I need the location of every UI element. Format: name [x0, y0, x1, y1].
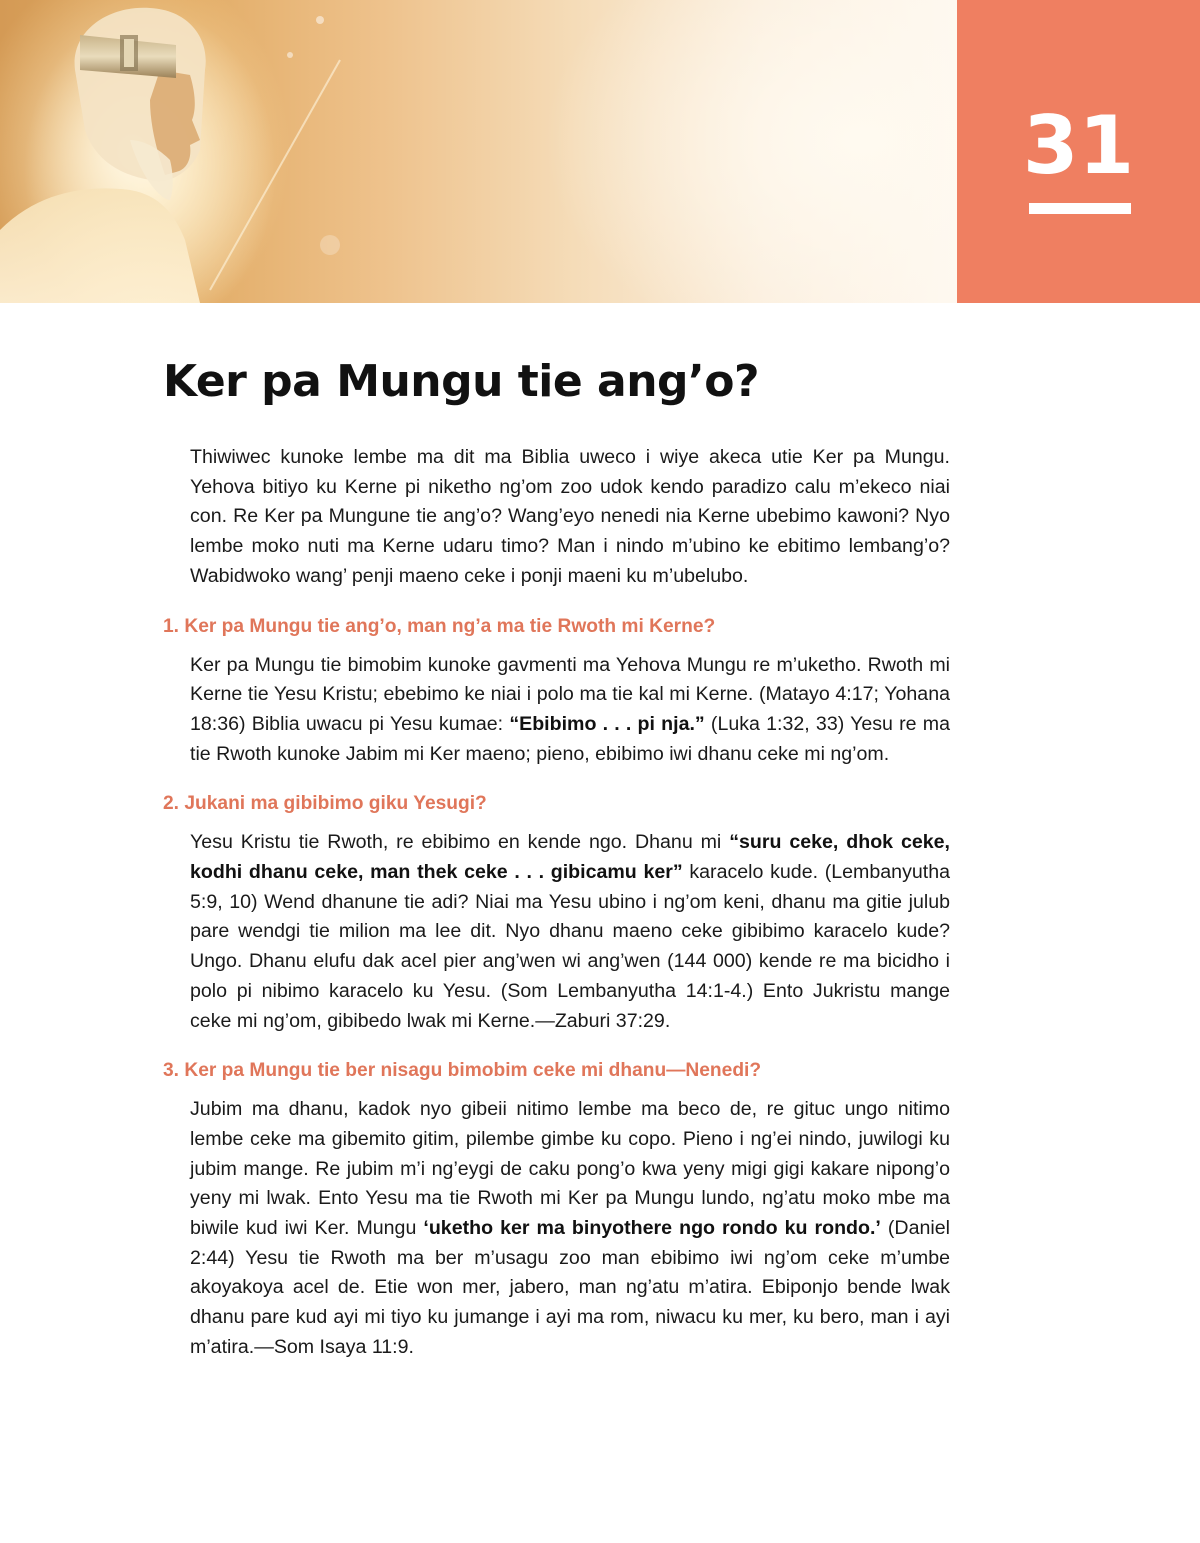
answer-paragraph [190, 828, 950, 1036]
page-title: Ker pa Mungu tie ang’o? [163, 356, 760, 407]
chapter-badge [957, 0, 1200, 303]
text-run: Ker pa Mungu tie bimobim kunoke gavmenti ma Yehova Mungu re m’uketho. Rwoth mi Kerne tie Yesu Kristu; ebebimo ke niai i polo ma tie kal mi Kerne. (Matayo 4:17; Yohana 18:36) Biblia uwacu pi Yesu kumae: [190, 653, 950, 735]
question-heading: 1. Ker pa Mungu tie ang’o, man ng’a ma tie Rwoth mi Kerne? [163, 615, 716, 637]
hero-image [0, 0, 957, 303]
bold-quote: “Ebibimo . . . pi nja.” [509, 712, 705, 735]
text-run: Jubim ma dhanu, kadok nyo gibeii nitimo lembe ma beco de, re gituc ungo nitimo lembe ceke ma gibemito gitim, pilembe gimbe ku copo. Pieno i ng’ei nindo, juwilogi ku jubim mange. Re jubim m’i ng’eygi de caku pong’o kwa yeny migi gigi kakare nipong’o yeny mi lwak. Ento Yesu ma tie Rwoth mi Ker pa Mungu lundo, ng’atu moko mbe ma biwile kud iwi Ker. Mungu [190, 1098, 950, 1240]
answer-paragraph [190, 651, 950, 770]
bold-quote: “suru ceke, dhok ceke, kodhi dhanu ceke, man thek ceke . . . gibicamu ker” [190, 831, 950, 884]
question-heading: 3. Ker pa Mungu tie ber nisagu bimobim ceke mi dhanu—Nenedi? [163, 1060, 762, 1082]
text-run: karacelo kude. (Lembanyutha 5:9, 10) Wend dhanune tie adi? Niai ma Yesu ubino i ng’om keni, dhanu ma gitie julub pare wendgi tie milion ma lee dit. Nyo dhanu maeno ceke gibibimo karacelo kude? Ungo. Dhanu elufu dak acel pier ang’wen wi ang’wen (144 000) kende re ma bicidho i polo pi nibimo karacelo ku Yesu. (Som Lembanyutha 14:1-4.) Ento Jukristu mange ceke mi ng’om, gibibedo lwak mi Kerne.—Zaburi 37:29. [190, 861, 950, 1032]
chapter-underline [1029, 203, 1131, 214]
bold-quote: ‘uketho ker ma binyothere ngo rondo ku rondo.’ [423, 1217, 881, 1240]
text-run: (Daniel 2:44) Yesu tie Rwoth ma ber m’usagu zoo man ebibimo iwi ng’om ceke m’umbe akoyakoya acel de. Etie won mer, jabero, man ng’atu m’atira. Ebiponjo bende lwak dhanu pare kud ayi mi tiyo ku jumange i ayi ma rom, niwacu ku mer, ku bero, man i ayi m’atira.—Som Isaya 11:9. [190, 1217, 950, 1358]
lesson-body [163, 443, 950, 1363]
question-heading: 2. Jukani ma gibibimo giku Yesugi? [163, 793, 487, 815]
answer-paragraph [190, 1095, 950, 1362]
king-illustration [0, 0, 957, 303]
text-run: (Luka 1:32, 33) Yesu re ma tie Rwoth kunoke Jabim mi Ker maeno; pieno, ebibimo iwi dhanu ceke mi ng’om. [190, 712, 950, 765]
intro-paragraph: Thiwiwec kunoke lembe ma dit ma Biblia uweco i wiye akeca utie Ker pa Mungu. Yehova bitiyo ku Kerne pi niketho ng’om zoo udok kendo paradizo calu m’ekeco niai con. Re Ker pa Mungune tie ang’o? Wang’eyo nenedi nia Kerne ubebimo kawoni? Nyo lembe moko nuti ma Kerne udaru timo? Man i nindo m’ubino ke ebitimo lembang’o? Wabidwoko wang’ penji maeno ceke i ponji maeni ku m’ubelubo. [190, 446, 950, 587]
chapter-number: 31 [1022, 99, 1135, 192]
text-run: Yesu Kristu tie Rwoth, re ebibimo en kende ngo. Dhanu mi [190, 831, 730, 854]
